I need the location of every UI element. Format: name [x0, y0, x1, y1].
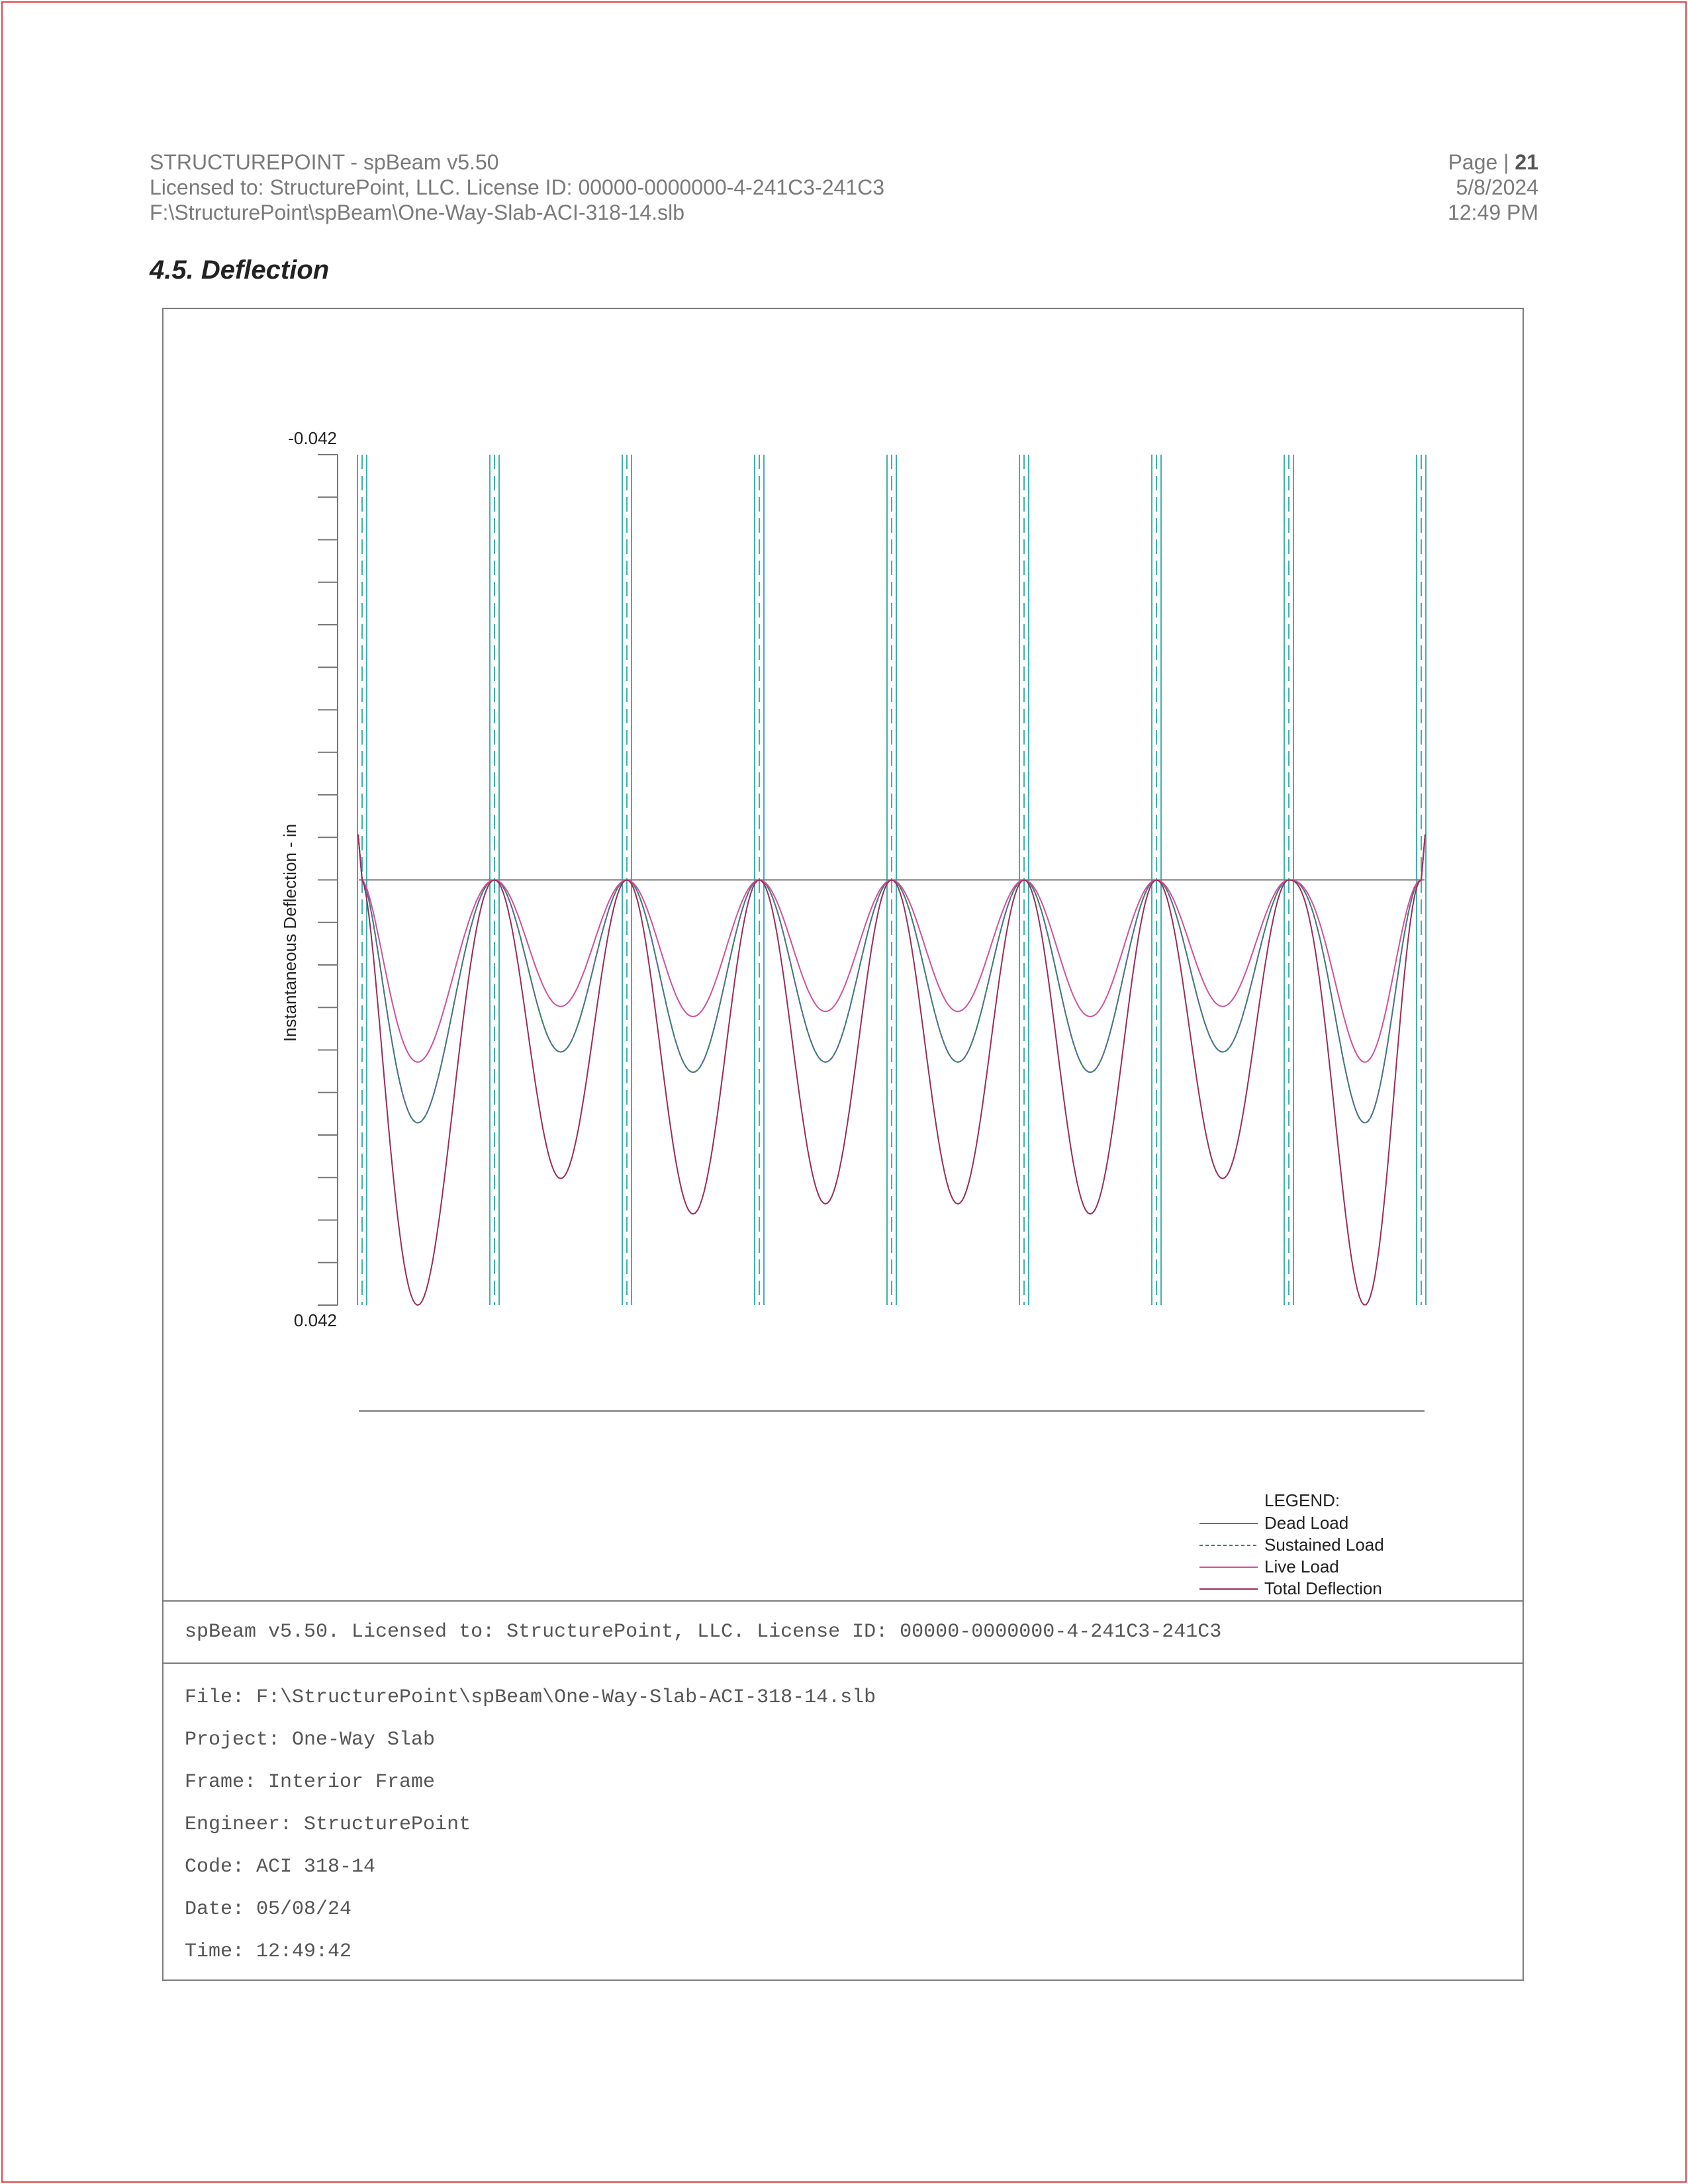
page-number: 21 — [1515, 150, 1538, 174]
info-date: Date: 05/08/24 — [185, 1898, 352, 1921]
y-tick-label-bottom: 0.042 — [293, 1310, 337, 1330]
footer-license-row: spBeam v5.50. Licensed to: StructurePoint, LLC. License ID: 00000-0000000-4-241C3-241C3 — [164, 1600, 1523, 1664]
header-license: Licensed to: StructurePoint, LLC. License ID: 00000-0000000-4-241C3-241C3 — [150, 175, 885, 199]
page-label: Page | — [1448, 150, 1515, 174]
info-frame: Frame: Interior Frame — [185, 1771, 436, 1794]
info-file: File: F:\StructurePoint\spBeam\One-Way-Slab-ACI-318-14.slb — [185, 1686, 876, 1709]
info-time: Time: 12:49:42 — [185, 1940, 352, 1963]
section-title: 4.5. Deflection — [150, 255, 330, 285]
legend-label-total-deflection: Total Deflection — [1264, 1578, 1382, 1598]
document-header-meta — [1207, 150, 1538, 225]
header-file-path: F:\StructurePoint\spBeam\One-Way-Slab-ACI-318-14.slb — [150, 201, 685, 224]
legend-label-dead-load: Dead Load — [1264, 1513, 1349, 1533]
legend-label-sustained-load: Sustained Load — [1264, 1535, 1384, 1555]
deflection-chart — [164, 309, 1523, 1600]
legend-label-live-load: Live Load — [1264, 1557, 1339, 1576]
info-code: Code: ACI 318-14 — [185, 1856, 376, 1878]
info-engineer: Engineer: StructurePoint — [185, 1813, 471, 1836]
legend-title: LEGEND: — [1264, 1490, 1340, 1510]
y-axis-label: Instantaneous Deflection - in — [280, 823, 300, 1042]
page-indicator — [1207, 150, 1538, 175]
header-time: 12:49 PM — [1448, 201, 1538, 224]
header-date: 5/8/2024 — [1456, 175, 1538, 199]
info-project: Project: One-Way Slab — [185, 1729, 436, 1751]
chart-frame — [162, 308, 1524, 1981]
y-tick-label-top: -0.042 — [288, 428, 337, 448]
project-info — [185, 1682, 876, 1978]
y-axis-ticks — [318, 455, 338, 1305]
legend — [1199, 1490, 1384, 1598]
header-product: STRUCTUREPOINT - spBeam v5.50 — [150, 150, 499, 174]
document-header — [150, 150, 1275, 225]
